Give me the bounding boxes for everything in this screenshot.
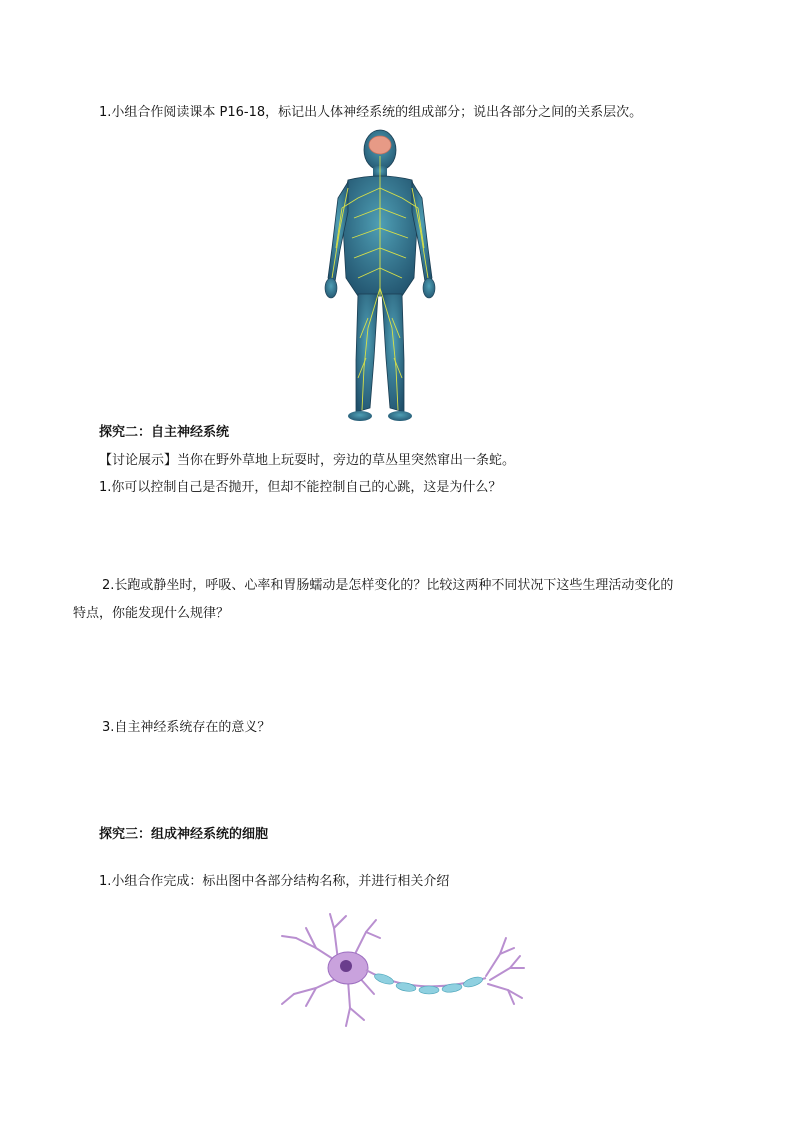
question-2-2-line1: 2.长跑或静坐时，呼吸、心率和胃肠蠕动是怎样变化的？比较这两种不同状况下这些生理活动变化的 (102, 578, 674, 593)
section-3-heading: 探究三：组成神经系统的细胞 (99, 827, 269, 842)
question-2-2-line2: 特点，你能发现什么规律？ (73, 606, 230, 621)
question-2-3: 3.自主神经系统存在的意义？ (102, 720, 271, 735)
question-1-nervous-system: 1.小组合作阅读课本 P16-18，标记出人体神经系统的组成部分；说出各部分之间的关系层次。 (99, 105, 643, 120)
neuron-diagram (276, 908, 532, 1032)
question-3-1: 1.小组合作完成：标出图中各部分结构名称，并进行相关介绍 (99, 874, 450, 889)
section-2-heading: 探究二：自主神经系统 (99, 425, 230, 440)
discussion-prompt: 【讨论展示】当你在野外草地上玩耍时，旁边的草丛里突然窜出一条蛇。 (99, 453, 516, 468)
human-nervous-system-figure (318, 128, 444, 426)
question-2-1: 1.你可以控制自己是否抛开，但却不能控制自己的心跳，这是为什么？ (99, 480, 502, 495)
